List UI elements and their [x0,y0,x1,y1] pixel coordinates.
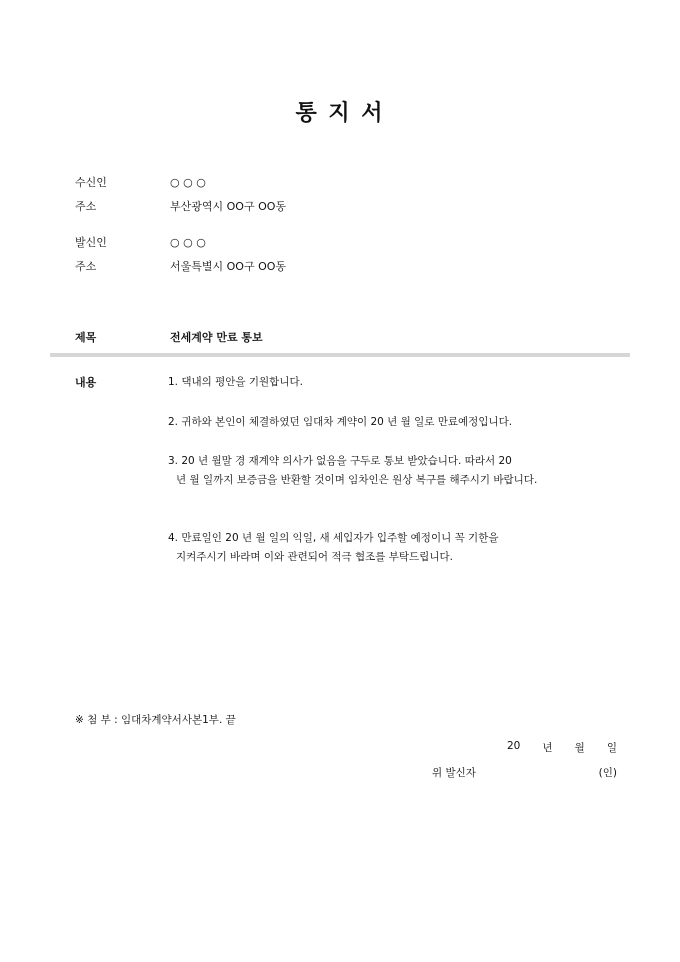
sender-name: ○ ○ ○ [170,236,206,249]
date-day-unit: 일 [606,742,617,754]
sender-address: 서울특별시 OO구 OO동 [170,260,287,273]
subject-value: 전세계약 만료 통보 [170,331,263,344]
content-item-3 [168,452,618,490]
content-item-continuation: 년 월 일까지 보증금을 반환할 것이며 임차인은 원상 복구를 해주시기 바랍니다. [176,474,538,486]
subject-label: 제목 [75,331,97,344]
recipient-name: ○ ○ ○ [170,176,206,189]
signature-line [432,765,617,780]
recipient-address: 부산광역시 OO구 OO동 [170,200,287,213]
content-label: 내용 [75,376,97,389]
sender-label: 발신인 [75,236,107,249]
content-item-text: 1. 댁내의 평안을 기원합니다. [168,376,303,388]
recipient-label: 수신인 [75,176,107,189]
content-item-continuation: 지켜주시기 바라며 이와 관련되어 적극 협조를 부탁드립니다. [176,551,453,563]
signature-label: 위 발신자 [432,767,476,779]
date-line [507,740,617,755]
recipient-address-label: 주소 [75,200,97,213]
attachment-note: ※ 첨 부 : 임대차계약서사본1부. 끝 [75,714,236,726]
content-item-4 [168,529,618,567]
sender-address-label: 주소 [75,260,97,273]
content-item-text: 3. 20 년 월말 경 재계약 의사가 없음을 구두로 통보 받았습니다. 따라서 20 [168,455,512,467]
document-title: 통 지 서 [295,101,385,126]
divider [50,353,630,357]
content-item-1 [168,373,618,392]
signature-seal: (인) [598,767,617,779]
date-year-unit: 년 [542,742,553,754]
date-year: 20 [507,740,521,752]
date-month-unit: 월 [574,742,585,754]
content-item-text: 4. 만료일인 20 년 월 일의 익일, 새 세입자가 입주할 예정이니 꼭 기한을 [168,532,499,544]
content-item-2 [168,413,618,432]
content-item-text: 2. 귀하와 본인이 체결하였던 임대차 계약이 20 년 월 일로 만료예정입니다. [168,416,513,428]
